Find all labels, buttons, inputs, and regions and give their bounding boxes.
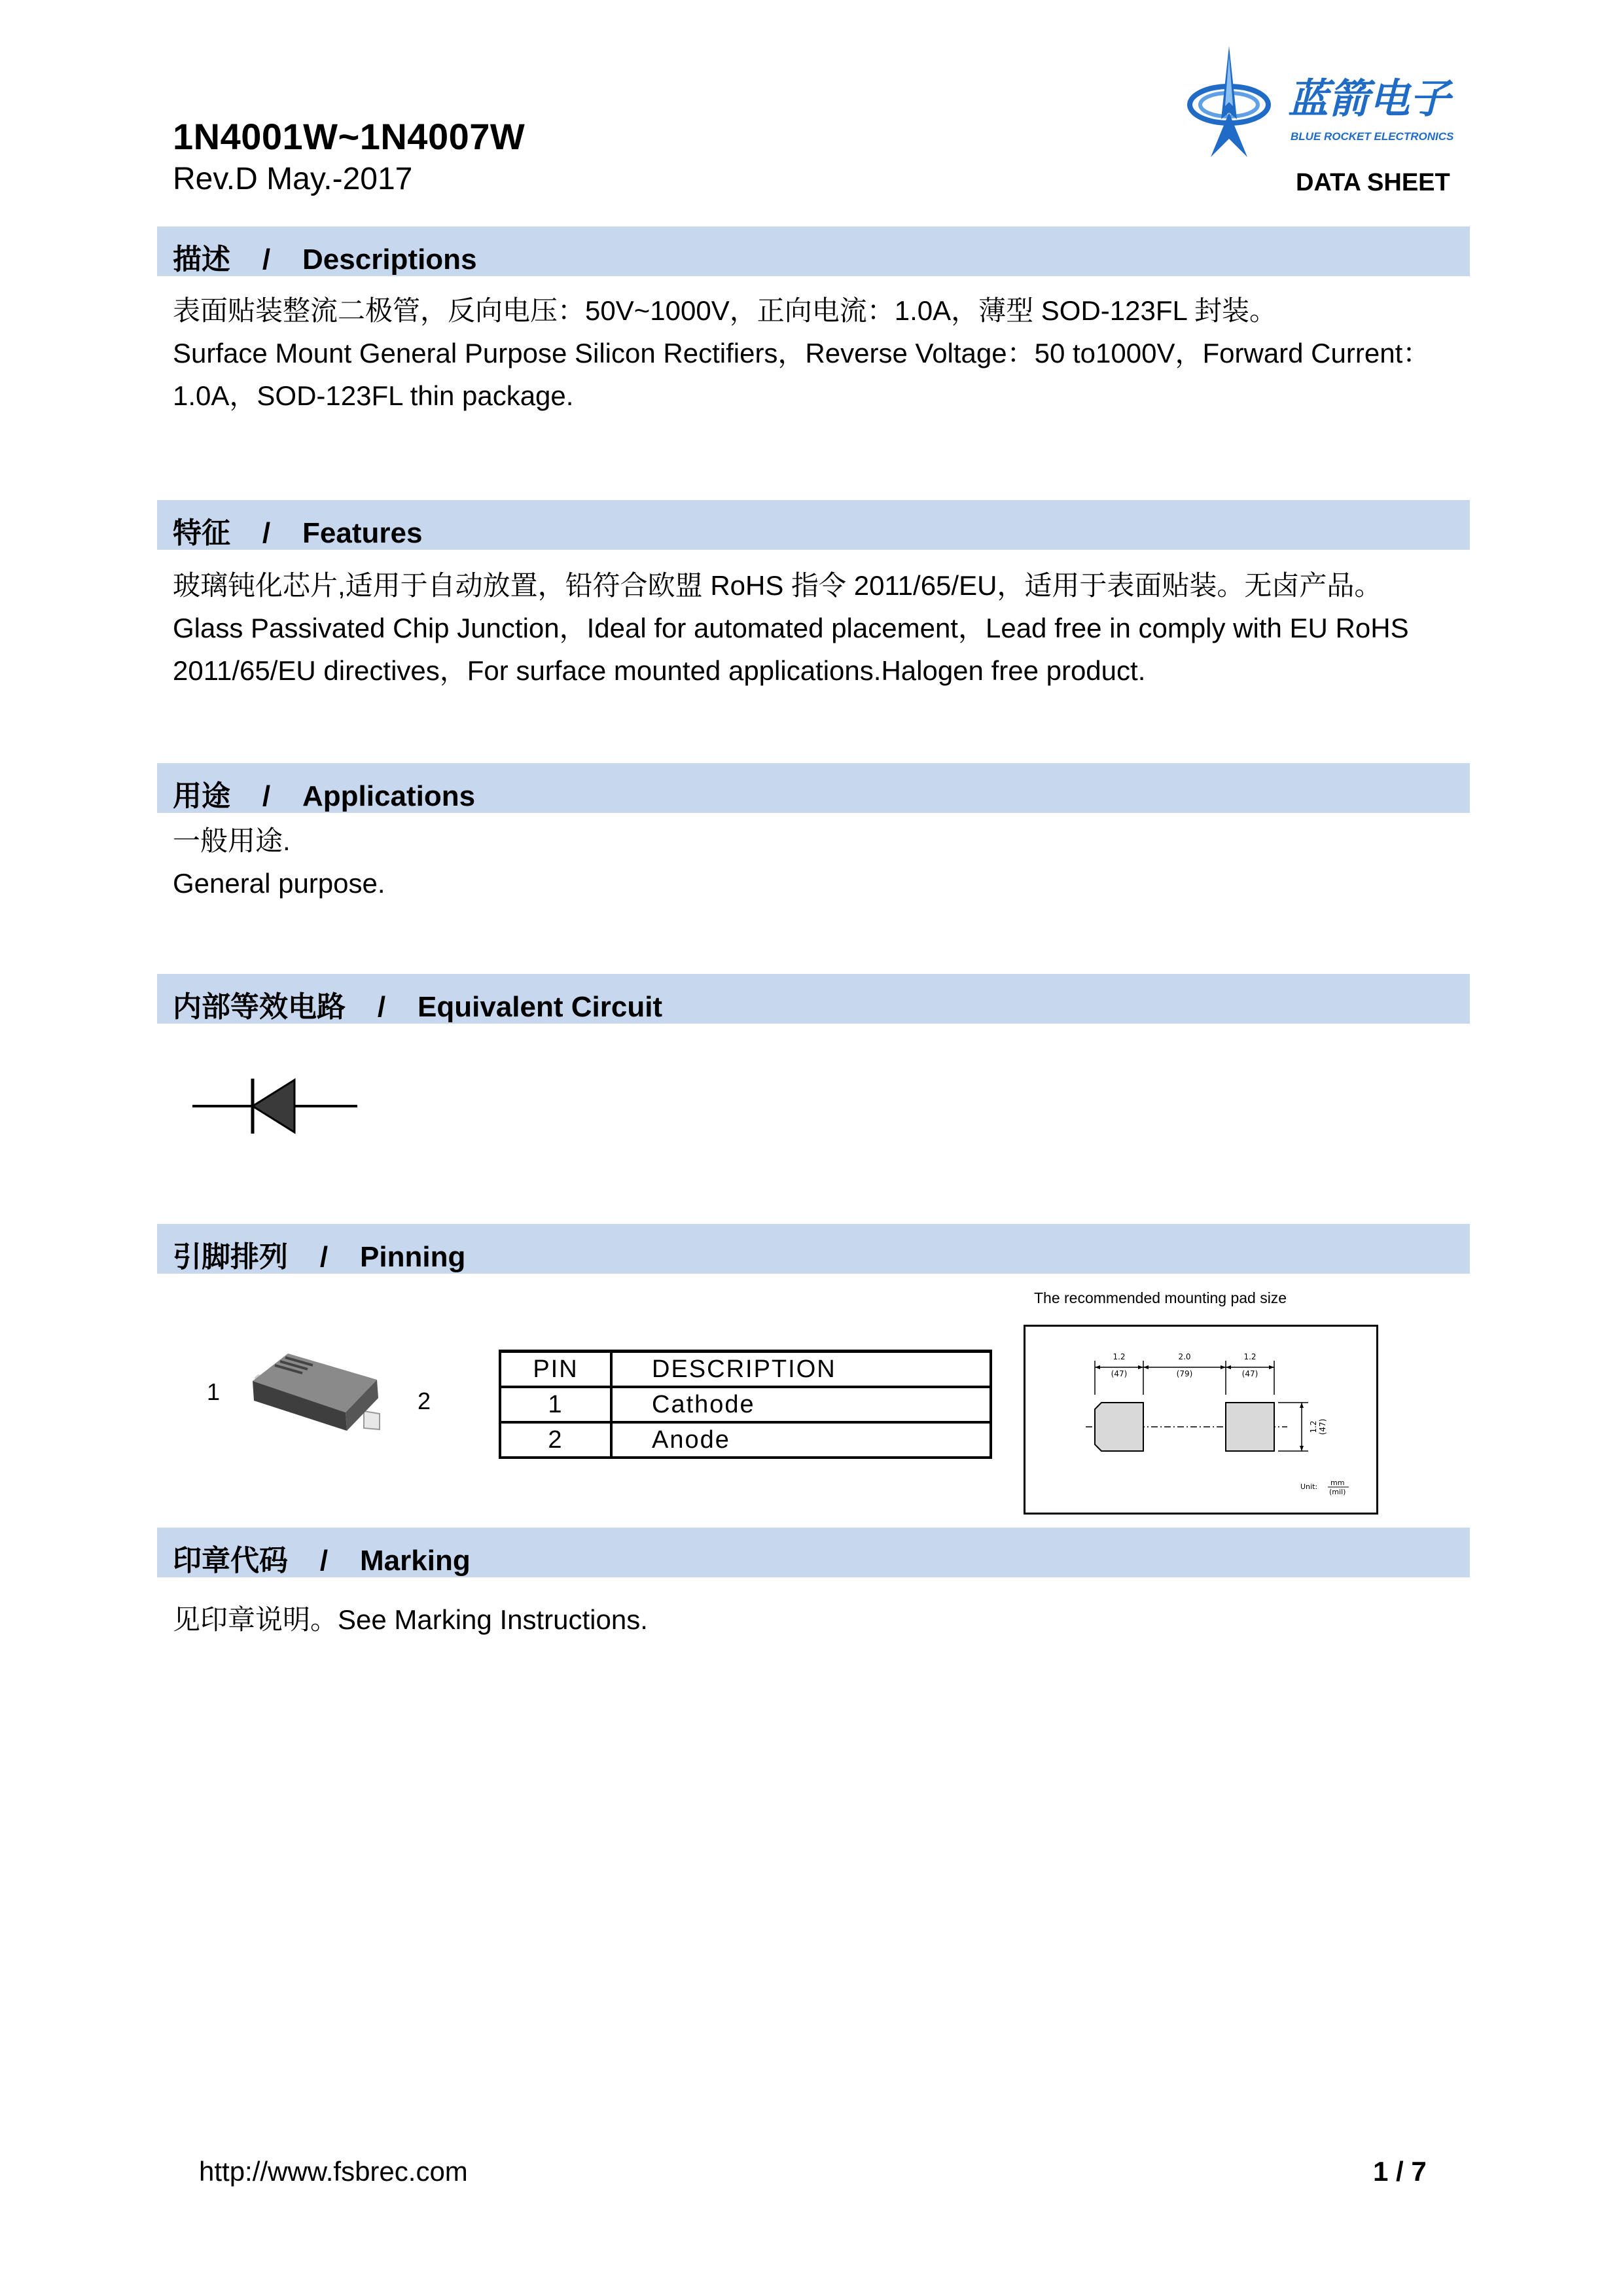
unit-bottom: (mil) — [1329, 1488, 1346, 1496]
descriptions-en-line1: Surface Mount General Purpose Silicon Rectifiers，Reverse Voltage：50 to1000V，Forward Current： — [173, 338, 1431, 368]
page-number: 1 / 7 — [1373, 2156, 1427, 2187]
pad-gap-mm: 2.0 — [1178, 1352, 1191, 1361]
pad-right-mil: (47) — [1241, 1369, 1258, 1378]
pad-gap-mil: (79) — [1176, 1369, 1193, 1378]
pad-left-mil: (47) — [1111, 1369, 1128, 1378]
unit-label: Unit: — [1300, 1482, 1318, 1491]
package-pin-2-label: 2 — [418, 1388, 431, 1414]
table-row — [500, 1422, 991, 1458]
section-heading-applications: 用途 / Applications — [173, 780, 476, 812]
section-heading-descriptions: 描述 / Descriptions — [173, 243, 477, 276]
pad-right — [1226, 1403, 1274, 1451]
pin-table-header-pin: PIN — [500, 1352, 611, 1388]
descriptions-cn: 表面贴装整流二极管，反向电压：50V~1000V，正向电流：1.0A，薄型 SOD-123FL 封装。 — [173, 295, 1277, 326]
pad-size-caption: The recommended mounting pad size — [1034, 1289, 1287, 1306]
pad-left — [1095, 1403, 1143, 1451]
section-heading-pinning: 引脚排列 / Pinning — [173, 1241, 466, 1273]
pin-table — [499, 1350, 992, 1459]
pin-table-cell-description: Anode — [611, 1422, 991, 1458]
features-en-line1: Glass Passivated Chip Junction，Ideal for automated placement，Lead free in comply with EU RoHS — [173, 613, 1409, 643]
pad-height-mm: 1.2 — [1309, 1420, 1318, 1433]
pin-table-header-row — [500, 1352, 991, 1388]
diode-symbol-icon — [190, 1073, 360, 1139]
pad-size-diagram — [1024, 1325, 1378, 1515]
pad-left-mm: 1.2 — [1113, 1352, 1126, 1361]
unit-top: mm — [1330, 1479, 1345, 1487]
pin-table-header-description: DESCRIPTION — [611, 1352, 991, 1388]
pin-table-cell-description: Cathode — [611, 1387, 991, 1422]
pad-height-mil: (47) — [1318, 1418, 1327, 1435]
section-heading-marking: 印章代码 / Marking — [173, 1545, 471, 1577]
applications-cn: 一般用途. — [173, 825, 291, 856]
marking-text: 见印章说明。See Marking Instructions. — [173, 1604, 648, 1635]
pin-table-cell-pin: 2 — [500, 1422, 611, 1458]
features-cn: 玻璃钝化芯片,适用于自动放置，铅符合欧盟 RoHS 指令 2011/65/EU，适用于表面贴装。无卤产品。 — [173, 570, 1382, 601]
pad-right-mm: 1.2 — [1243, 1352, 1257, 1361]
logo-cn-text: 蓝箭电子 — [1288, 75, 1451, 122]
descriptions-en-line2: 1.0A，SOD-123FL thin package. — [173, 380, 574, 411]
company-logo — [1185, 41, 1472, 171]
pin-table-cell-pin: 1 — [500, 1387, 611, 1422]
revision-date: Rev.D May.-2017 — [173, 162, 413, 196]
features-en-line2: 2011/65/EU directives，For surface mounted applications.Halogen free product. — [173, 655, 1146, 686]
logo-en-text: BLUE ROCKET ELECTRONICS — [1291, 130, 1454, 143]
section-heading-equivalent-circuit: 内部等效电路 / Equivalent Circuit — [173, 991, 663, 1023]
section-heading-features: 特征 / Features — [173, 517, 423, 549]
footer-url-link[interactable]: http://www.fsbrec.com — [199, 2156, 468, 2187]
sod123fl-package-icon — [249, 1348, 386, 1440]
rocket-icon — [1190, 46, 1268, 157]
package-pin-1-label: 1 — [207, 1378, 221, 1405]
table-row — [500, 1387, 991, 1422]
doc-type-label: DATA SHEET — [1296, 169, 1450, 196]
document-title: 1N4001W~1N4007W — [173, 116, 526, 157]
applications-en: General purpose. — [173, 868, 385, 899]
pad-layout-drawing — [1026, 1327, 1376, 1513]
